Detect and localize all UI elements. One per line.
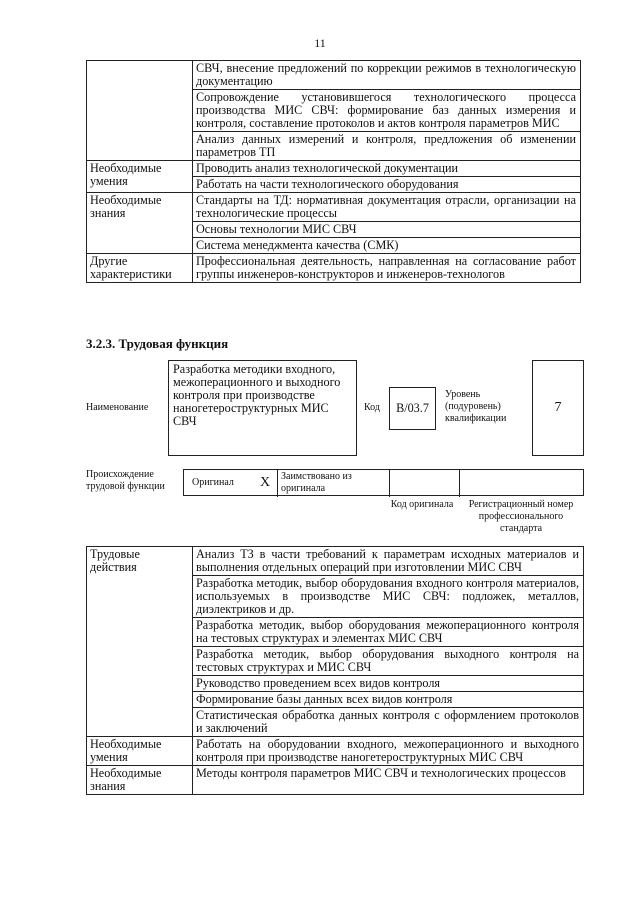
borrowed-cell bbox=[277, 470, 389, 497]
row-item-text: Разработка методик, выбор оборудования входного контроля материалов, используемых в производстве МИС СВЧ: подложек, металлов, диэлектриков и др. bbox=[193, 576, 584, 618]
row-item-text: Методы контроля параметров МИС СВЧ и технологических процессов bbox=[193, 766, 584, 795]
table-body bbox=[87, 61, 581, 283]
row-group-label: Необходимые умения bbox=[87, 737, 193, 766]
section-heading: 3.2.3. Трудовая функция bbox=[86, 336, 229, 351]
row-item-text: Проводить анализ технологической документации bbox=[193, 161, 581, 177]
qualification-level-value: 7 bbox=[554, 400, 562, 415]
origin-row bbox=[183, 469, 584, 496]
row-item-text: Анализ данных измерений и контроля, предложения об изменении параметров ТП bbox=[193, 132, 581, 161]
qualification-level-label: Уровень (подуровень) квалификации bbox=[445, 389, 507, 424]
table-row bbox=[87, 254, 581, 283]
row-group-label: Необходимые знания bbox=[87, 193, 193, 254]
row-item-text: Система менеджмента качества (СМК) bbox=[193, 238, 581, 254]
function-name-value: Разработка методики входного, межоперационного и выходного контроля при производстве наногетероструктурных МИС СВЧ bbox=[173, 362, 341, 428]
row-group-label: Необходимые умения bbox=[87, 161, 193, 193]
row-item-text: Основы технологии МИС СВЧ bbox=[193, 222, 581, 238]
row-item-text: Стандарты на ТД: нормативная документация отрасли, организации на технологические процессы bbox=[193, 193, 581, 222]
row-group-label: Другие характеристики bbox=[87, 254, 193, 283]
row-item-text: Сопровождение установившегося технологического процесса производства МИС СВЧ: формирование баз данных измерения и контроля, составление протоколов и актов контроля параметров МИС bbox=[193, 90, 581, 132]
qualification-level-box bbox=[532, 360, 584, 456]
code-label: Код bbox=[364, 402, 380, 413]
row-item-text: Работать на части технологического оборудования bbox=[193, 177, 581, 193]
row-item-text: Анализ ТЗ в части требований к параметрам исходных материалов и выполнения отдельных операций при изготовлении МИС СВЧ bbox=[193, 547, 584, 576]
table-row bbox=[87, 61, 581, 90]
borrowed-label: Заимствовано из оригинала bbox=[281, 471, 352, 494]
row-group-label bbox=[87, 61, 193, 161]
function-details-table bbox=[86, 546, 584, 795]
table-row bbox=[87, 737, 584, 766]
row-item-text: Профессиональная деятельность, направленная на согласование работ группы инженеров-конструкторов и инженеров-технологов bbox=[193, 254, 581, 283]
table-row bbox=[87, 766, 584, 795]
row-item-text: Разработка методик, выбор оборудования межоперационного контроля на тестовых структурах и элементах МИС СВЧ bbox=[193, 618, 584, 647]
row-item-text: Формирование базы данных всех видов контроля bbox=[193, 692, 584, 708]
code-box bbox=[389, 387, 436, 430]
origin-label: Происхождение трудовой функции bbox=[86, 469, 165, 492]
row-group-label: Трудовые действия bbox=[87, 547, 193, 737]
table-body bbox=[87, 547, 584, 795]
origin-regnum-cell bbox=[459, 470, 585, 497]
row-item-text: Разработка методик, выбор оборудования выходного контроля на тестовых структурах и МИС СВЧ bbox=[193, 647, 584, 676]
origin-code-cell bbox=[389, 470, 459, 497]
name-label: Наименование bbox=[86, 402, 149, 413]
page-number: 11 bbox=[314, 36, 326, 50]
origin-regnum-caption: Регистрационный номер профессионального стандарта bbox=[468, 499, 574, 534]
code-value: B/03.7 bbox=[396, 401, 429, 415]
table-row bbox=[87, 161, 581, 177]
table-row bbox=[87, 193, 581, 222]
row-item-text: СВЧ, внесение предложений по коррекции режимов в технологическую документацию bbox=[193, 61, 581, 90]
competency-table-continued bbox=[86, 60, 581, 283]
row-item-text: Руководство проведением всех видов контроля bbox=[193, 676, 584, 692]
function-name-box bbox=[168, 360, 357, 456]
row-item-text: Статистическая обработка данных контроля с оформлением протоколов и заключений bbox=[193, 708, 584, 737]
original-label: Оригинал bbox=[192, 477, 234, 488]
origin-code-caption: Код оригинала bbox=[390, 499, 454, 510]
table-row bbox=[87, 547, 584, 576]
original-mark: X bbox=[260, 475, 271, 490]
row-item-text: Работать на оборудовании входного, межоперационного и выходного контроля при производстве наногетероструктурных МИС СВЧ bbox=[193, 737, 584, 766]
row-group-label: Необходимые знания bbox=[87, 766, 193, 795]
